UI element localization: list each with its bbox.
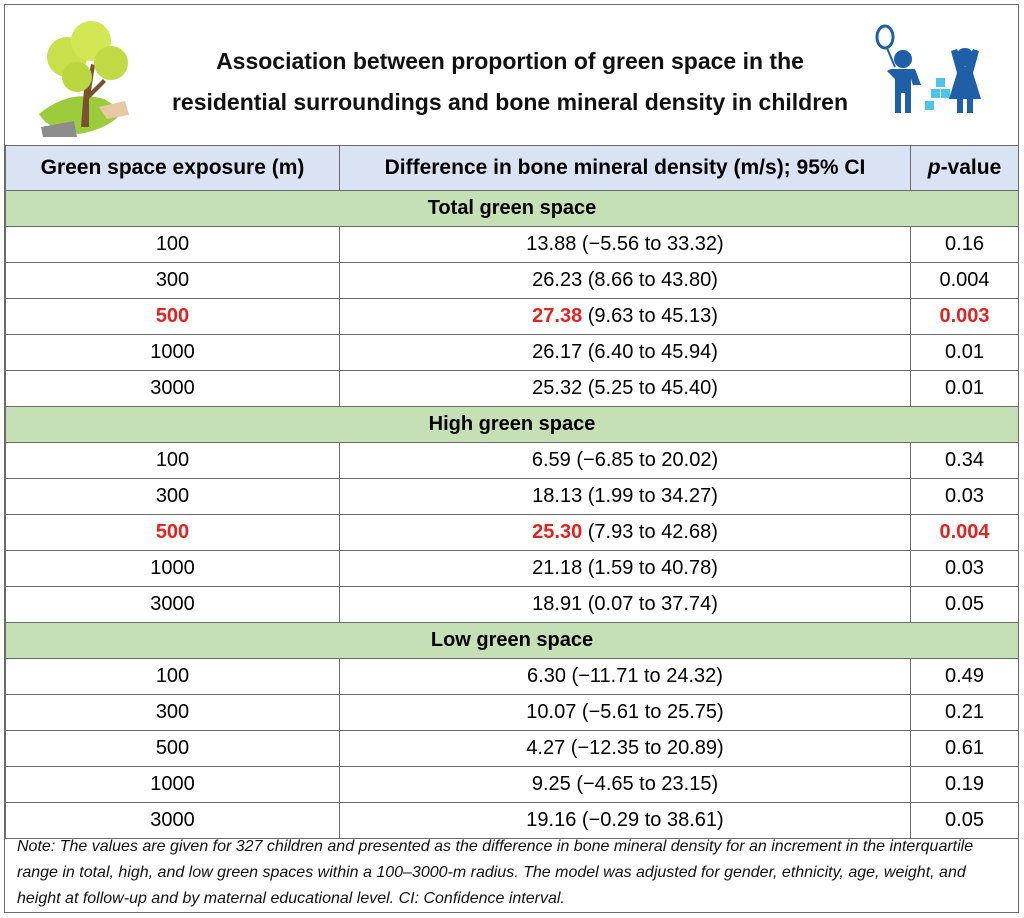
children-playing-icon bbox=[873, 21, 995, 121]
col-header-exposure: Green space exposure (m) bbox=[6, 146, 340, 191]
title-line-2: residential surroundings and bone mineral density in children bbox=[171, 89, 849, 115]
table-row: 1000 9.25 (−4.65 to 23.15) 0.19 bbox=[6, 767, 1019, 803]
table-row: 100 6.59 (−6.85 to 20.02) 0.34 bbox=[6, 443, 1019, 479]
title-line-1: Association between proportion of green space in the bbox=[216, 48, 804, 74]
table-row-highlighted: 500 25.30 (7.93 to 42.68) 0.004 bbox=[6, 515, 1019, 551]
infographic bbox=[4, 4, 1019, 913]
table-note: Note: The values are given for 327 children and presented as the difference in bone mineral density for an increment in the interquartile range in total, high, and low green spaces within a 100–3000-m radius. The model was adjusted for gender, ethnicity, age, weight, and height at follow-up and by maternal educational level. CI: Confidence interval. bbox=[17, 838, 974, 907]
group-header-high: High green space bbox=[6, 407, 1019, 443]
table-row: 100 6.30 (−11.71 to 24.32) 0.49 bbox=[6, 659, 1019, 695]
table-row: 3000 25.32 (5.25 to 45.40) 0.01 bbox=[6, 371, 1019, 407]
table-header-row bbox=[6, 146, 1019, 191]
header bbox=[5, 5, 1018, 146]
table-row: 3000 19.16 (−0.29 to 38.61) 0.05 bbox=[6, 803, 1019, 839]
group-header-total: Total green space bbox=[6, 191, 1019, 227]
table-row: 300 18.13 (1.99 to 34.27) 0.03 bbox=[6, 479, 1019, 515]
col-header-difference: Difference in bone mineral density (m/s); 95% CI bbox=[340, 146, 911, 191]
table-row: 500 4.27 (−12.35 to 20.89) 0.61 bbox=[6, 731, 1019, 767]
page-title bbox=[145, 41, 875, 123]
table-row-highlighted: 500 27.38 (9.63 to 45.13) 0.003 bbox=[6, 299, 1019, 335]
col-header-p-value: p-value bbox=[911, 146, 1019, 191]
tree-icon bbox=[29, 19, 139, 139]
group-header-low: Low green space bbox=[6, 623, 1019, 659]
table-row: 3000 18.91 (0.07 to 37.74) 0.05 bbox=[6, 587, 1019, 623]
table-row: 1000 26.17 (6.40 to 45.94) 0.01 bbox=[6, 335, 1019, 371]
results-table bbox=[5, 145, 1019, 839]
table-row: 300 26.23 (8.66 to 43.80) 0.004 bbox=[6, 263, 1019, 299]
table-row: 100 13.88 (−5.56 to 33.32) 0.16 bbox=[6, 227, 1019, 263]
table-row: 1000 21.18 (1.59 to 40.78) 0.03 bbox=[6, 551, 1019, 587]
table-row: 300 10.07 (−5.61 to 25.75) 0.21 bbox=[6, 695, 1019, 731]
